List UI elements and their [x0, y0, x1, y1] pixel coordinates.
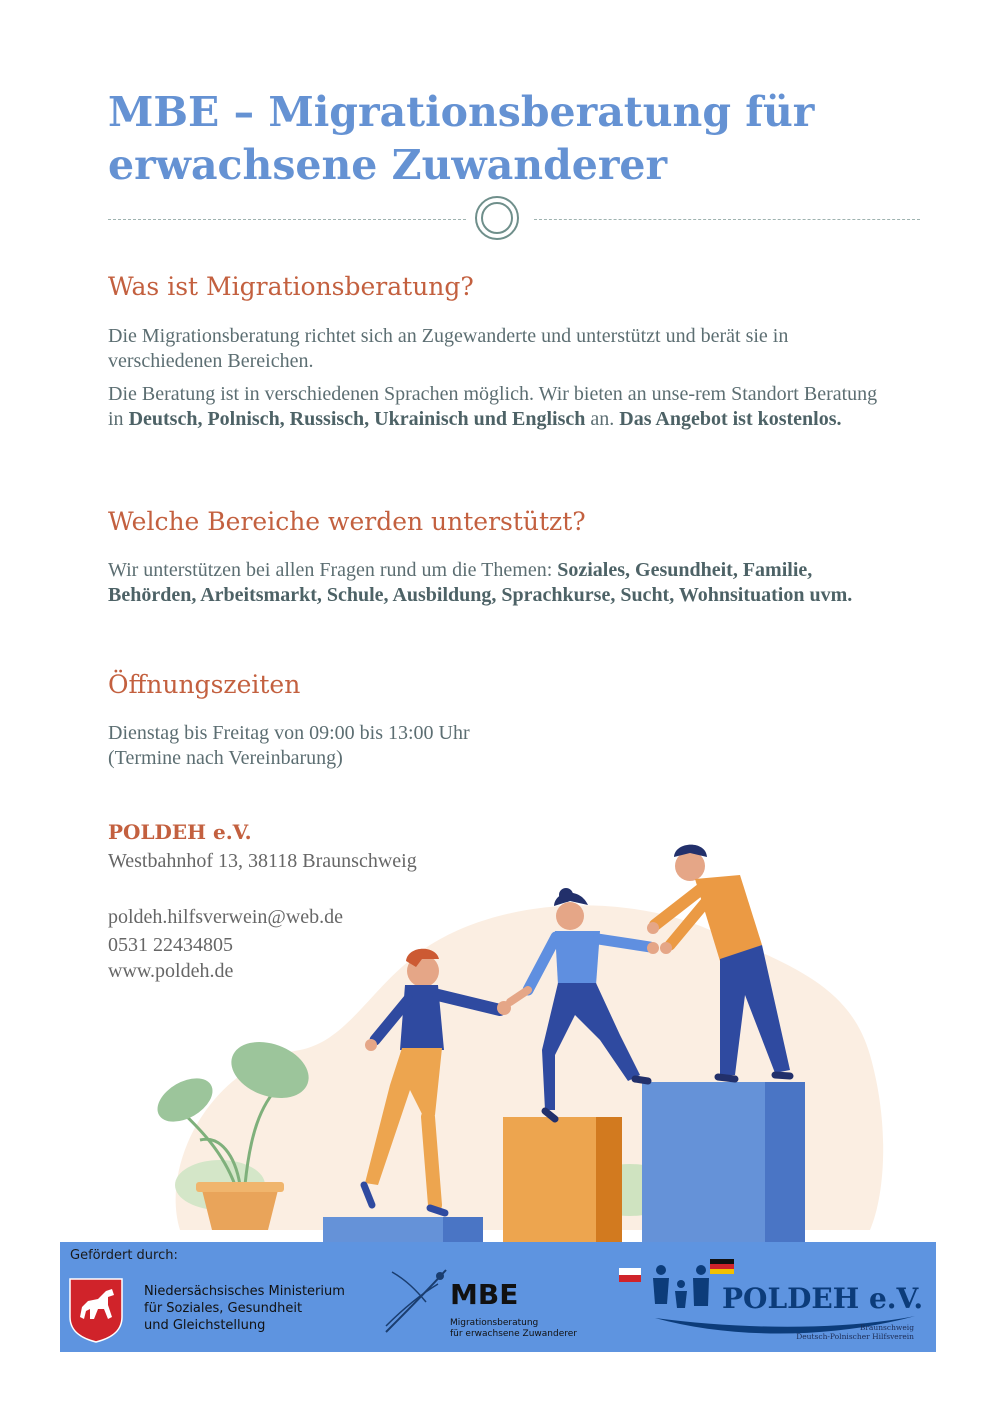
section-heading-hours: Öffnungszeiten [108, 670, 301, 699]
teamwork-illustration [150, 835, 930, 1250]
phone-number: 0531 22434805 [108, 934, 233, 956]
paragraph-areas: Wir unterstützen bei allen Fragen rund um die Themen: Soziales, Gesundheit, Familie, Behörden, Arbeitsmarkt, Schule, Ausbildung, Sprachkurse, Sucht, Wohnsituation uvm. [108, 559, 853, 606]
paragraph-migration-intro: Die Migrationsberatung richtet sich an Zugewanderte und unterstützt und berät sie in verschiedenen Bereichen. [108, 325, 789, 372]
section-heading-areas: Welche Bereiche werden unterstützt? [108, 507, 586, 536]
mbe-logo-text: MBE [450, 1278, 519, 1311]
divider-right [534, 219, 920, 220]
hours-line: Dienstag bis Freitag von 09:00 bis 13:00 Uhr [108, 722, 470, 744]
org-name: POLDEH e.V. [108, 820, 252, 844]
website-link[interactable]: www.poldeh.de [108, 960, 234, 982]
poldeh-subtitle: Braunschweig Deutsch-Polnischer Hilfsverein [796, 1323, 914, 1341]
lower-saxony-horse-icon [68, 1277, 124, 1343]
free-offer-note: Das Angebot ist kostenlos. [619, 408, 842, 430]
poldeh-logo-text: POLDEH e.V. [722, 1282, 924, 1315]
paragraph-languages: Die Beratung ist in verschiedenen Sprachen möglich. Wir bieten an unse-rem Standort Beratung in Deutsch, Polnisch, Russisch, Ukrainisch und Englisch an. Das Angebot ist kostenlos. [108, 383, 878, 430]
page-title: MBE – Migrationsberatung für erwachsene Zuwanderer [108, 88, 815, 189]
languages-list: Deutsch, Polnisch, Russisch, Ukrainisch und Englisch [128, 408, 586, 430]
footer-label: Gefördert durch: [70, 1248, 178, 1263]
ministry-name: Niedersächsisches Ministerium für Soziales, Gesundheit und Gleichstellung [144, 1284, 345, 1333]
divider-left [108, 219, 466, 220]
address: Westbahnhof 13, 38118 Braunschweig [108, 850, 417, 872]
divider-ornament-icon [475, 196, 519, 240]
topics-list: Soziales, Gesundheit, Familie, Behörden, Arbeitsmarkt, Schule, Ausbildung, Sprachkurse, Sucht, Wohnsituation uvm. [108, 559, 853, 606]
hours-note: (Termine nach Vereinbarung) [108, 747, 343, 769]
mbe-subtitle: Migrationsberatung für erwachsene Zuwanderer [450, 1318, 577, 1339]
email-link[interactable]: poldeh.hilfsverwein@web.de [108, 906, 344, 928]
funding-footer [60, 1242, 936, 1352]
section-heading-migration: Was ist Migrationsberatung? [108, 272, 474, 301]
